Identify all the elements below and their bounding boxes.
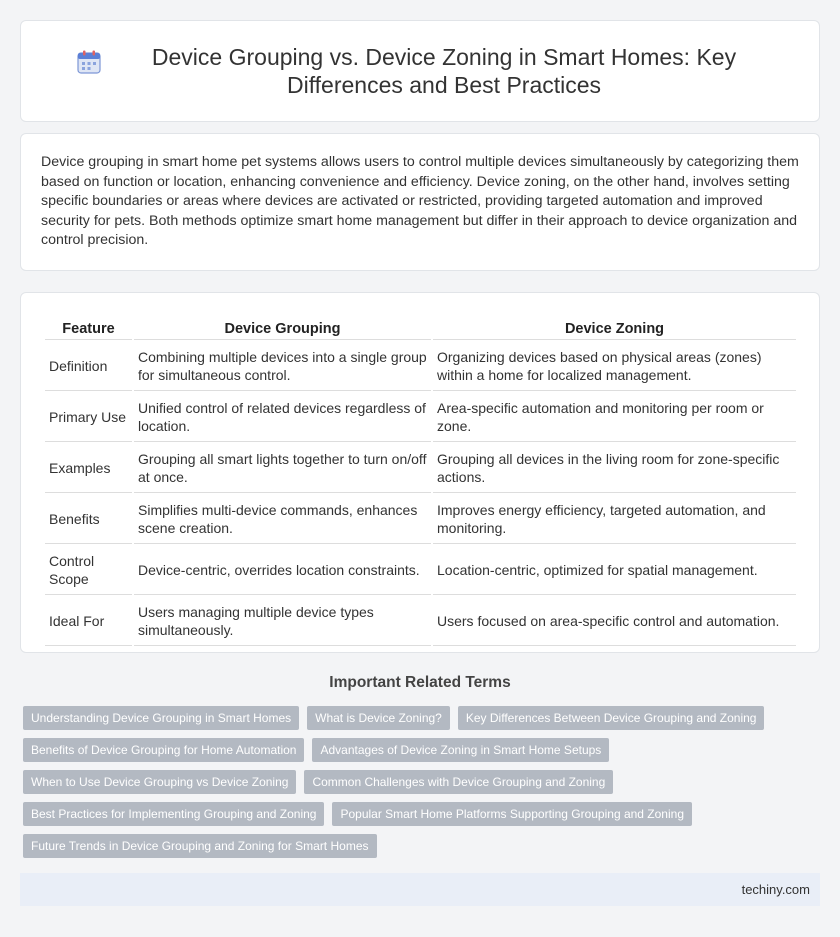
tag-row xyxy=(23,770,803,794)
row-grouping: Simplifies multi-device commands, enhances scene creation. xyxy=(134,495,431,544)
page-title: Device Grouping vs. Device Zoning in Smart Homes: Key Differences and Best Practices xyxy=(151,44,737,98)
title-wrap xyxy=(76,43,764,99)
related-term-link[interactable]: Benefits of Device Grouping for Home Automation xyxy=(23,738,304,762)
related-term-link[interactable]: Common Challenges with Device Grouping and Zoning xyxy=(304,770,613,794)
row-zoning: Location-centric, optimized for spatial management. xyxy=(433,546,796,595)
table-row xyxy=(45,342,796,391)
table-row xyxy=(45,495,796,544)
footer-site-name: techiny.com xyxy=(741,882,810,897)
row-zoning: Improves energy efficiency, targeted automation, and monitoring. xyxy=(433,495,796,544)
row-feature: Benefits xyxy=(45,495,132,544)
row-zoning: Organizing devices based on physical areas (zones) within a home for localized management. xyxy=(433,342,796,391)
table-header-row xyxy=(45,315,796,340)
related-terms-list xyxy=(23,706,803,866)
row-feature: Primary Use xyxy=(45,393,132,442)
row-grouping: Users managing multiple device types simultaneously. xyxy=(134,597,431,646)
footer xyxy=(20,873,820,906)
table-row xyxy=(45,597,796,646)
table-row xyxy=(45,393,796,442)
row-grouping: Grouping all smart lights together to turn on/off at once. xyxy=(134,444,431,493)
row-feature: Ideal For xyxy=(45,597,132,646)
row-grouping: Unified control of related devices regardless of location. xyxy=(134,393,431,442)
header-device-grouping: Device Grouping xyxy=(134,315,431,340)
table-row xyxy=(45,546,796,595)
row-feature: Examples xyxy=(45,444,132,493)
related-term-link[interactable]: Popular Smart Home Platforms Supporting Grouping and Zoning xyxy=(332,802,692,826)
intro-card xyxy=(20,133,820,271)
related-term-link[interactable]: Future Trends in Device Grouping and Zoning for Smart Homes xyxy=(23,834,377,858)
tag-row xyxy=(23,706,803,730)
header-device-zoning: Device Zoning xyxy=(433,315,796,340)
tag-row xyxy=(23,802,803,826)
related-term-link[interactable]: Advantages of Device Zoning in Smart Home Setups xyxy=(312,738,609,762)
row-zoning: Area-specific automation and monitoring per room or zone. xyxy=(433,393,796,442)
row-zoning: Grouping all devices in the living room for zone-specific actions. xyxy=(433,444,796,493)
comparison-card xyxy=(20,292,820,653)
related-terms-title: Important Related Terms xyxy=(329,674,511,691)
header-feature: Feature xyxy=(45,315,132,340)
related-term-link[interactable]: What is Device Zoning? xyxy=(307,706,450,730)
row-feature: Control Scope xyxy=(45,546,132,595)
related-term-link[interactable]: Key Differences Between Device Grouping and Zoning xyxy=(458,706,765,730)
related-term-link[interactable]: Understanding Device Grouping in Smart Homes xyxy=(23,706,299,730)
table-row xyxy=(45,444,796,493)
comparison-table xyxy=(43,313,798,648)
related-term-link[interactable]: Best Practices for Implementing Grouping and Zoning xyxy=(23,802,324,826)
row-grouping: Device-centric, overrides location constraints. xyxy=(134,546,431,595)
row-zoning: Users focused on area-specific control and automation. xyxy=(433,597,796,646)
tag-row xyxy=(23,738,803,762)
row-feature: Definition xyxy=(45,342,132,391)
related-term-link[interactable]: When to Use Device Grouping vs Device Zoning xyxy=(23,770,296,794)
intro-paragraph: Device grouping in smart home pet systems allows users to control multiple devices simultaneously by categorizing them based on function or location, enhancing convenience and efficiency. Device zoning, on the other hand, involves setting specific boundaries or areas where devices are activated or restricted, providing targeted automation and improved security for pets. Both methods optimize smart home management but differ in their approach to device organization and control precision. xyxy=(41,154,799,249)
title-card xyxy=(20,20,820,122)
row-grouping: Combining multiple devices into a single group for simultaneous control. xyxy=(134,342,431,391)
tag-row xyxy=(23,834,803,858)
calendar-icon xyxy=(76,49,102,75)
